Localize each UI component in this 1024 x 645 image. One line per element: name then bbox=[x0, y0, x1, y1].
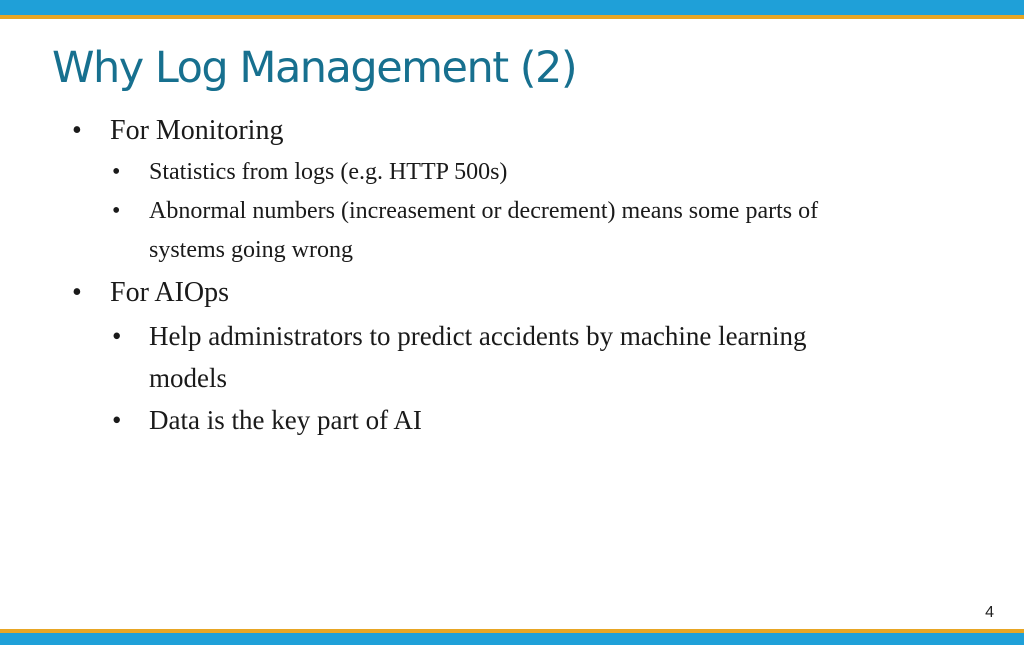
top-accent-stripe bbox=[0, 15, 1024, 19]
monitoring-item-abnormal-line2: systems going wrong bbox=[149, 237, 353, 263]
bullet-icon: • bbox=[72, 277, 82, 308]
aiops-item-predict-line1: Help administrators to predict accidents by machine learning bbox=[149, 321, 807, 351]
aiops-item-data: Data is the key part of AI bbox=[149, 405, 422, 435]
monitoring-item-abnormal-line1: Abnormal numbers (increasement or decrement) means some parts of bbox=[149, 198, 819, 224]
aiops-item-predict-line2: models bbox=[149, 363, 227, 393]
section-heading-aiops: For AIOps bbox=[110, 277, 230, 308]
bullet-icon: • bbox=[112, 321, 122, 351]
monitoring-item-statistics: Statistics from logs (e.g. HTTP 500s) bbox=[149, 159, 508, 185]
bullet-icon: • bbox=[112, 159, 121, 185]
bottom-band bbox=[0, 633, 1024, 645]
bullet-icon: • bbox=[72, 115, 82, 146]
section-heading-monitoring: For Monitoring bbox=[110, 115, 284, 146]
top-band bbox=[0, 0, 1024, 15]
page-number: 4 bbox=[985, 604, 994, 621]
bullet-icon: • bbox=[112, 405, 122, 435]
bullet-icon: • bbox=[112, 198, 121, 224]
slide-title: Why Log Management (2) bbox=[52, 43, 577, 93]
